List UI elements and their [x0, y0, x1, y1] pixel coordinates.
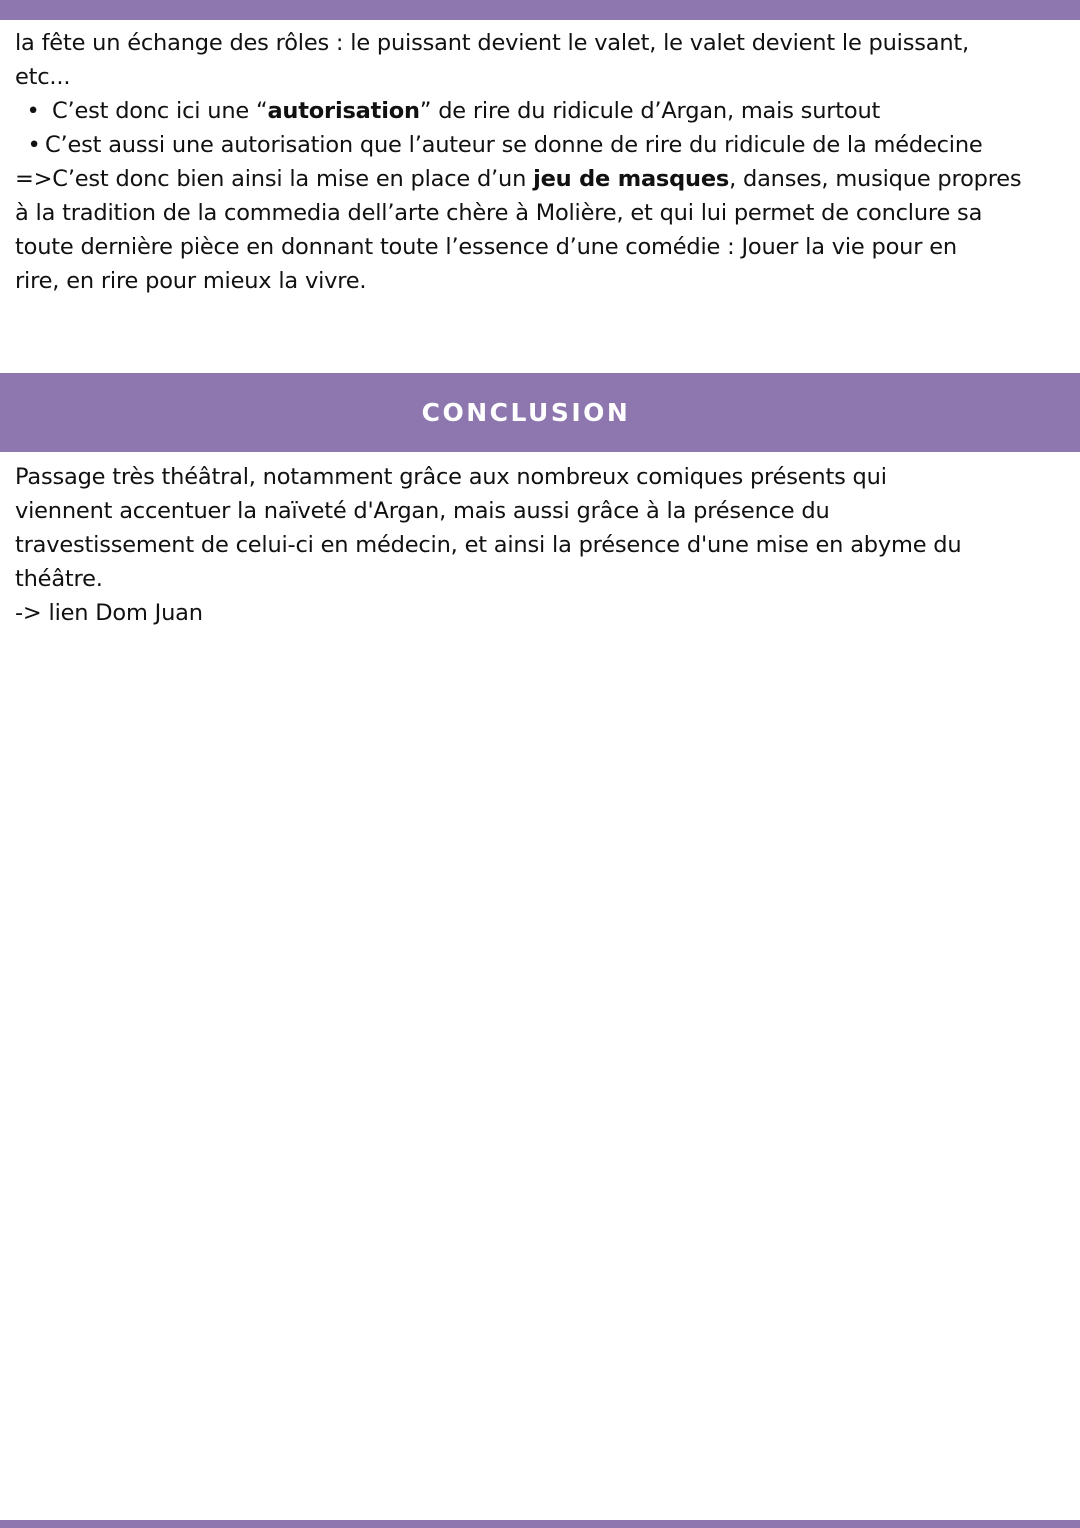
conclusion-line: viennent accentuer la naïveté d'Argan, mais aussi grâce à la présence du	[15, 498, 830, 524]
bullet-text-bold: autorisation	[267, 98, 420, 124]
bullet-text: C’est aussi une autorisation que l’auteur se donne de rire du ridicule de la médecine	[45, 132, 983, 158]
bullet-icon: •	[26, 98, 40, 124]
top-accent-bar	[0, 0, 1080, 20]
paragraph-text-post: , danses, musique propres	[729, 166, 1022, 192]
bullet-item	[18, 94, 1070, 128]
bullet-icon: •	[27, 132, 41, 158]
intro-line: la fête un échange des rôles : le puissant devient le valet, le valet devient le puissant,	[15, 30, 970, 56]
conclusion-title: CONCLUSION	[421, 398, 631, 427]
bottom-accent-bar	[0, 1520, 1080, 1528]
paragraph-line: à la tradition de la commedia dell’arte chère à Molière, et qui lui permet de conclure sa	[15, 200, 983, 226]
intro-text-block	[15, 26, 1070, 298]
intro-line: etc...	[15, 64, 71, 90]
conclusion-header	[0, 373, 1080, 452]
conclusion-text-block	[15, 460, 1070, 630]
paragraph-line: rire, en rire pour mieux la vivre.	[15, 268, 367, 294]
paragraph-line	[15, 162, 1070, 196]
paragraph-text-pre: =>C’est donc bien ainsi la mise en place d’un	[15, 166, 534, 192]
bullet-item	[20, 128, 1070, 162]
conclusion-line: travestissement de celui-ci en médecin, et ainsi la présence d'une mise en abyme du	[15, 532, 962, 558]
bullet-text-post: ” de rire du ridicule d’Argan, mais surtout	[419, 98, 881, 124]
conclusion-line: Passage très théâtral, notamment grâce aux nombreux comiques présents qui	[15, 464, 887, 490]
conclusion-link-note: -> lien Dom Juan	[15, 600, 203, 626]
bullet-text-pre: C’est donc ici une “	[52, 98, 268, 124]
paragraph-text-bold: jeu de masques	[533, 166, 730, 192]
conclusion-line: théâtre.	[15, 566, 103, 592]
paragraph-line: toute dernière pièce en donnant toute l’essence d’une comédie : Jouer la vie pour en	[15, 234, 957, 260]
